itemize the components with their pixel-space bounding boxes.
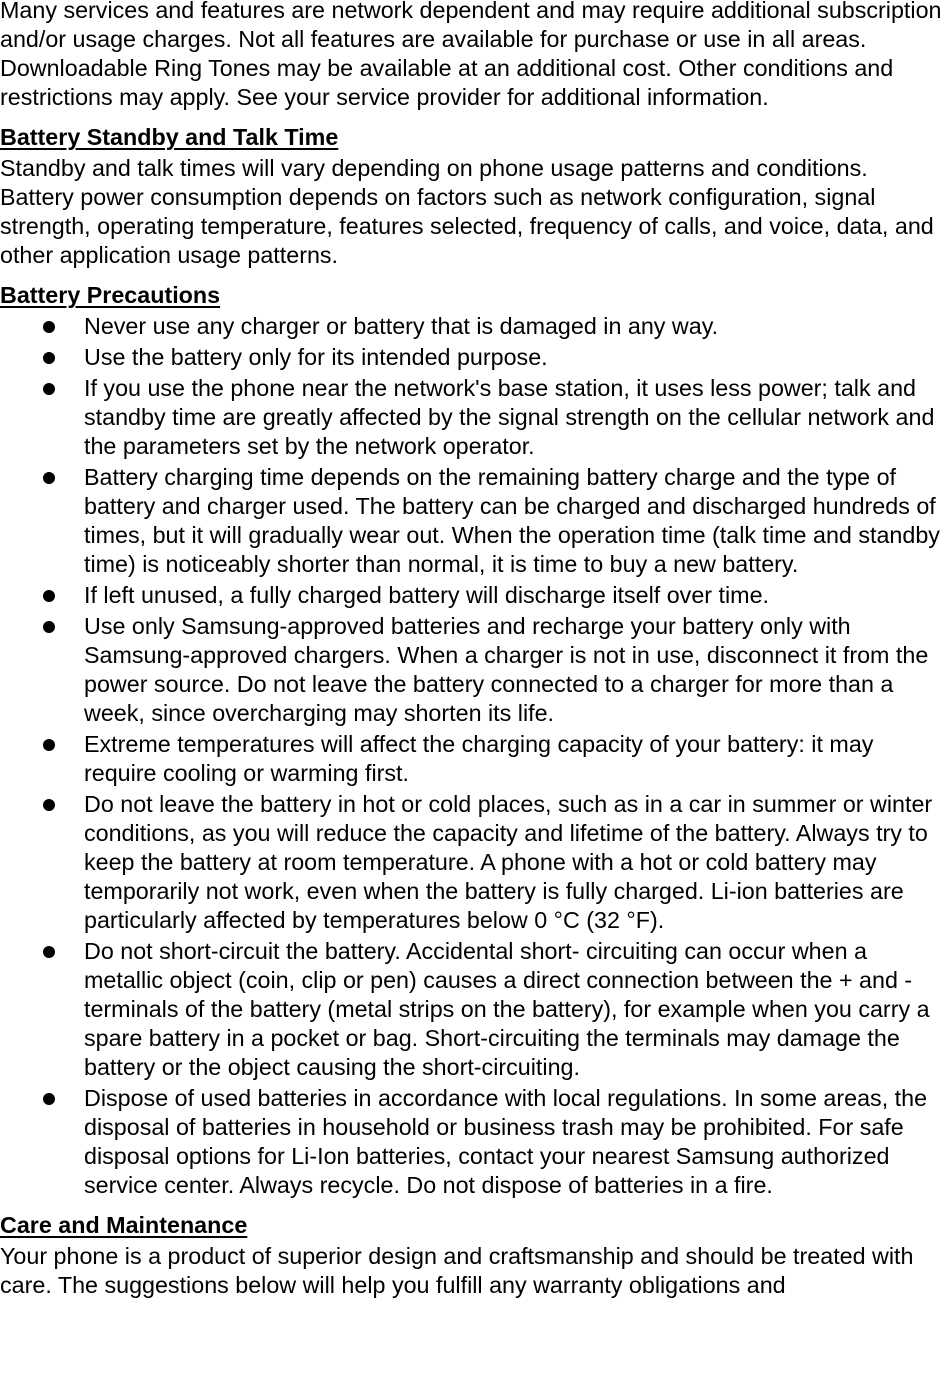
list-item-text: Use only Samsung-approved batteries and recharge your battery only with Samsung-approved chargers. When a charger is not in use, disconnect it from the power source. Do not leave the battery connected to a charger for more than a week, since overcharging may shorten its life. — [84, 613, 929, 726]
list-item — [0, 612, 945, 728]
list-item-text: Dispose of used batteries in accordance with local regulations. In some areas, the disposal of batteries in household or business trash may be prohibited. For safe disposal options for Li-Ion batteries, contact your nearest Samsung authorized service center. Always recycle. Do not dispose of batteries in a fire. — [84, 1085, 928, 1198]
precautions-heading: Battery Precautions — [0, 282, 221, 308]
care-paragraph: Your phone is a product of superior design and craftsmanship and should be treated with care. The suggestions below will help you fulfill any warranty obligations and — [0, 1243, 914, 1298]
bullet-icon — [43, 1093, 55, 1105]
list-item — [0, 463, 945, 579]
list-item-text: If left unused, a fully charged battery will discharge itself over time. — [84, 582, 769, 608]
list-item — [0, 937, 945, 1082]
standby-paragraph: Standby and talk times will vary depending on phone usage patterns and conditions. Battery power consumption depends on factors such as network configuration, signal strength, operating temperature, features selected, frequency of calls, and voice, data, and other application usage patterns. — [0, 155, 934, 268]
bullet-icon — [43, 799, 55, 811]
list-item — [0, 581, 945, 610]
bullet-icon — [43, 621, 55, 633]
list-item — [0, 790, 945, 935]
list-item — [0, 312, 945, 341]
intro-paragraph: Many services and features are network dependent and may require additional subscription and/or usage charges. Not all features are available for purchase or use in all areas. Downloadable Ring Tones may be available at an additional cost. Other conditions and restrictions may apply. See your service provider for additional information. — [0, 0, 942, 110]
bullet-icon — [43, 590, 55, 602]
list-item-text: Never use any charger or battery that is damaged in any way. — [84, 313, 719, 339]
list-item — [0, 374, 945, 461]
standby-heading: Battery Standby and Talk Time — [0, 124, 339, 150]
list-item — [0, 730, 945, 788]
list-item — [0, 1084, 945, 1200]
care-heading: Care and Maintenance — [0, 1212, 248, 1238]
list-item-text: Do not short-circuit the battery. Accidental short- circuiting can occur when a metallic object (coin, clip or pen) causes a direct connection between the + and - terminals of the battery (metal strips on the battery), for example when you carry a spare battery in a pocket or bag. Short-circuiting the terminals may damage the battery or the object causing the short-circuiting. — [84, 938, 930, 1080]
list-item-text: Do not leave the battery in hot or cold places, such as in a car in summer or winter conditions, as you will reduce the capacity and lifetime of the battery. Always try to keep the battery at room temperature. A phone with a hot or cold battery may temporarily not work, even when the battery is fully charged. Li-ion batteries are particularly affected by temperatures below 0 °C (32 °F). — [84, 791, 933, 933]
bullet-icon — [43, 946, 55, 958]
list-item — [0, 343, 945, 372]
bullet-icon — [43, 739, 55, 751]
precautions-list — [0, 312, 945, 1200]
list-item-text: If you use the phone near the network's base station, it uses less power; talk and standby time are greatly affected by the signal strength on the cellular network and the parameters set by the network operator. — [84, 375, 935, 459]
bullet-icon — [43, 321, 55, 333]
bullet-icon — [43, 383, 55, 395]
list-item-text: Battery charging time depends on the remaining battery charge and the type of battery and charger used. The battery can be charged and discharged hundreds of times, but it will gradually wear out. When the operation time (talk time and standby time) is noticeably shorter than normal, it is time to buy a new battery. — [84, 464, 940, 577]
bullet-icon — [43, 352, 55, 364]
list-item-text: Use the battery only for its intended purpose. — [84, 344, 548, 370]
bullet-icon — [43, 472, 55, 484]
list-item-text: Extreme temperatures will affect the charging capacity of your battery: it may require cooling or warming first. — [84, 731, 874, 786]
